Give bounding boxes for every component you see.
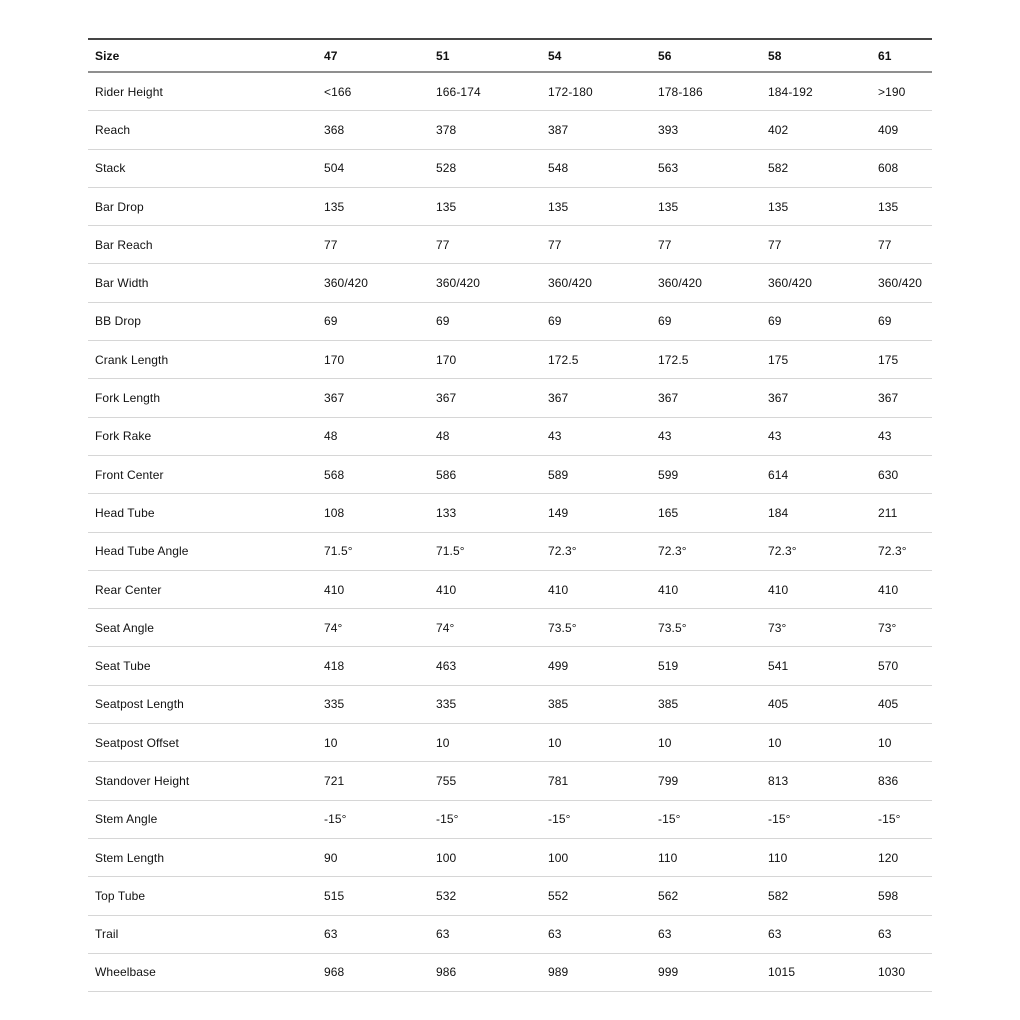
cell-value: 367 (436, 379, 548, 417)
cell-value: >190 (878, 72, 932, 111)
row-label: Fork Rake (88, 417, 324, 455)
table-row (88, 953, 932, 991)
cell-value: 10 (768, 724, 878, 762)
cell-value: 10 (548, 724, 658, 762)
cell-value: 69 (324, 302, 436, 340)
cell-value: 172.5 (658, 341, 768, 379)
header-cell-size-56: 56 (658, 39, 768, 72)
cell-value: 69 (658, 302, 768, 340)
cell-value: 608 (878, 149, 932, 187)
table-row (88, 379, 932, 417)
table-row (88, 877, 932, 915)
row-label: Seatpost Offset (88, 724, 324, 762)
row-label: Bar Drop (88, 187, 324, 225)
cell-value: 367 (548, 379, 658, 417)
cell-value: 418 (324, 647, 436, 685)
cell-value: 63 (324, 915, 436, 953)
cell-value: 172.5 (548, 341, 658, 379)
cell-value: 184 (768, 494, 878, 532)
cell-value: 548 (548, 149, 658, 187)
cell-value: 43 (658, 417, 768, 455)
cell-value: 178-186 (658, 72, 768, 111)
cell-value: 175 (878, 341, 932, 379)
cell-value: 393 (658, 111, 768, 149)
table-row (88, 111, 932, 149)
table-body (88, 72, 932, 992)
cell-value: 999 (658, 953, 768, 991)
cell-value: 72.3° (548, 532, 658, 570)
cell-value: 43 (878, 417, 932, 455)
cell-value: 172-180 (548, 72, 658, 111)
cell-value: 360/420 (548, 264, 658, 302)
cell-value: 562 (658, 877, 768, 915)
cell-value: 402 (768, 111, 878, 149)
cell-value: 335 (436, 685, 548, 723)
cell-value: 90 (324, 838, 436, 876)
cell-value: 71.5° (436, 532, 548, 570)
row-label: Trail (88, 915, 324, 953)
cell-value: 100 (548, 838, 658, 876)
cell-value: 360/420 (768, 264, 878, 302)
cell-value: 175 (768, 341, 878, 379)
cell-value: 63 (768, 915, 878, 953)
cell-value: 499 (548, 647, 658, 685)
cell-value: 63 (658, 915, 768, 953)
cell-value: 630 (878, 455, 932, 493)
table-row (88, 302, 932, 340)
row-label: Top Tube (88, 877, 324, 915)
cell-value: 10 (658, 724, 768, 762)
header-cell-size-54: 54 (548, 39, 658, 72)
table-row (88, 341, 932, 379)
cell-value: 77 (436, 226, 548, 264)
table-row (88, 455, 932, 493)
cell-value: 989 (548, 953, 658, 991)
cell-value: 135 (658, 187, 768, 225)
cell-value: 72.3° (768, 532, 878, 570)
cell-value: 582 (768, 149, 878, 187)
cell-value: 360/420 (658, 264, 768, 302)
header-cell-size-51: 51 (436, 39, 548, 72)
cell-value: 73.5° (548, 609, 658, 647)
table-row (88, 532, 932, 570)
cell-value: 463 (436, 647, 548, 685)
cell-value: 360/420 (878, 264, 932, 302)
cell-value: 563 (658, 149, 768, 187)
geometry-table (88, 38, 932, 992)
row-label: Rider Height (88, 72, 324, 111)
cell-value: 367 (878, 379, 932, 417)
cell-value: 335 (324, 685, 436, 723)
header-cell-size: Size (88, 39, 324, 72)
cell-value: 541 (768, 647, 878, 685)
cell-value: 170 (436, 341, 548, 379)
cell-value: -15° (658, 800, 768, 838)
table-row (88, 685, 932, 723)
cell-value: 781 (548, 762, 658, 800)
cell-value: 799 (658, 762, 768, 800)
cell-value: 568 (324, 455, 436, 493)
cell-value: 1015 (768, 953, 878, 991)
row-label: Seatpost Length (88, 685, 324, 723)
cell-value: 135 (436, 187, 548, 225)
cell-value: -15° (768, 800, 878, 838)
row-label: Seat Angle (88, 609, 324, 647)
row-label: Head Tube Angle (88, 532, 324, 570)
cell-value: 73° (768, 609, 878, 647)
cell-value: 385 (548, 685, 658, 723)
cell-value: 166-174 (436, 72, 548, 111)
cell-value: 73° (878, 609, 932, 647)
cell-value: 69 (436, 302, 548, 340)
cell-value: 410 (768, 570, 878, 608)
table-row (88, 838, 932, 876)
cell-value: 77 (658, 226, 768, 264)
cell-value: 69 (548, 302, 658, 340)
cell-value: 614 (768, 455, 878, 493)
table-row (88, 570, 932, 608)
table-row (88, 149, 932, 187)
cell-value: 74° (324, 609, 436, 647)
table-row (88, 609, 932, 647)
cell-value: 378 (436, 111, 548, 149)
cell-value: 367 (324, 379, 436, 417)
row-label: Wheelbase (88, 953, 324, 991)
cell-value: 504 (324, 149, 436, 187)
cell-value: 582 (768, 877, 878, 915)
row-label: Stem Length (88, 838, 324, 876)
cell-value: 135 (324, 187, 436, 225)
table-header (88, 39, 932, 72)
cell-value: 135 (768, 187, 878, 225)
cell-value: 211 (878, 494, 932, 532)
cell-value: 72.3° (658, 532, 768, 570)
cell-value: 10 (878, 724, 932, 762)
cell-value: 43 (548, 417, 658, 455)
cell-value: 1030 (878, 953, 932, 991)
cell-value: 570 (878, 647, 932, 685)
table-row (88, 647, 932, 685)
cell-value: 69 (768, 302, 878, 340)
header-cell-size-58: 58 (768, 39, 878, 72)
cell-value: 552 (548, 877, 658, 915)
cell-value: 367 (768, 379, 878, 417)
cell-value: 133 (436, 494, 548, 532)
cell-value: 599 (658, 455, 768, 493)
cell-value: 586 (436, 455, 548, 493)
cell-value: 48 (324, 417, 436, 455)
cell-value: 387 (548, 111, 658, 149)
row-label: Fork Length (88, 379, 324, 417)
cell-value: 405 (878, 685, 932, 723)
row-label: Reach (88, 111, 324, 149)
cell-value: 110 (658, 838, 768, 876)
cell-value: 170 (324, 341, 436, 379)
cell-value: -15° (324, 800, 436, 838)
table-row (88, 724, 932, 762)
cell-value: 110 (768, 838, 878, 876)
cell-value: 410 (436, 570, 548, 608)
row-label: Bar Width (88, 264, 324, 302)
cell-value: 360/420 (436, 264, 548, 302)
cell-value: 755 (436, 762, 548, 800)
cell-value: 43 (768, 417, 878, 455)
table-row (88, 72, 932, 111)
cell-value: 385 (658, 685, 768, 723)
row-label: Stack (88, 149, 324, 187)
cell-value: 10 (436, 724, 548, 762)
cell-value: 63 (878, 915, 932, 953)
cell-value: 72.3° (878, 532, 932, 570)
cell-value: -15° (878, 800, 932, 838)
row-label: Head Tube (88, 494, 324, 532)
row-label: Bar Reach (88, 226, 324, 264)
cell-value: 48 (436, 417, 548, 455)
cell-value: 108 (324, 494, 436, 532)
cell-value: 836 (878, 762, 932, 800)
table-row (88, 762, 932, 800)
cell-value: 968 (324, 953, 436, 991)
cell-value: 77 (548, 226, 658, 264)
cell-value: 63 (436, 915, 548, 953)
cell-value: 10 (324, 724, 436, 762)
table-row (88, 264, 932, 302)
cell-value: 100 (436, 838, 548, 876)
cell-value: 410 (324, 570, 436, 608)
cell-value: 77 (768, 226, 878, 264)
cell-value: 986 (436, 953, 548, 991)
cell-value: 589 (548, 455, 658, 493)
cell-value: 71.5° (324, 532, 436, 570)
header-cell-size-47: 47 (324, 39, 436, 72)
cell-value: 73.5° (658, 609, 768, 647)
table-row (88, 800, 932, 838)
table-row (88, 187, 932, 225)
cell-value: 410 (658, 570, 768, 608)
cell-value: -15° (548, 800, 658, 838)
cell-value: 721 (324, 762, 436, 800)
cell-value: 367 (658, 379, 768, 417)
cell-value: 77 (878, 226, 932, 264)
cell-value: 135 (548, 187, 658, 225)
cell-value: 532 (436, 877, 548, 915)
cell-value: 813 (768, 762, 878, 800)
cell-value: 515 (324, 877, 436, 915)
row-label: Standover Height (88, 762, 324, 800)
cell-value: 410 (548, 570, 658, 608)
cell-value: 120 (878, 838, 932, 876)
row-label: Front Center (88, 455, 324, 493)
row-label: Crank Length (88, 341, 324, 379)
cell-value: 184-192 (768, 72, 878, 111)
cell-value: 69 (878, 302, 932, 340)
cell-value: -15° (436, 800, 548, 838)
cell-value: 405 (768, 685, 878, 723)
cell-value: 165 (658, 494, 768, 532)
row-label: Rear Center (88, 570, 324, 608)
cell-value: 598 (878, 877, 932, 915)
table-row (88, 226, 932, 264)
cell-value: <166 (324, 72, 436, 111)
table-row (88, 915, 932, 953)
cell-value: 368 (324, 111, 436, 149)
cell-value: 409 (878, 111, 932, 149)
cell-value: 135 (878, 187, 932, 225)
cell-value: 360/420 (324, 264, 436, 302)
row-label: Seat Tube (88, 647, 324, 685)
cell-value: 63 (548, 915, 658, 953)
table-row (88, 417, 932, 455)
header-cell-size-61: 61 (878, 39, 932, 72)
header-row (88, 39, 932, 72)
cell-value: 77 (324, 226, 436, 264)
cell-value: 519 (658, 647, 768, 685)
row-label: Stem Angle (88, 800, 324, 838)
cell-value: 410 (878, 570, 932, 608)
cell-value: 528 (436, 149, 548, 187)
cell-value: 74° (436, 609, 548, 647)
table-row (88, 494, 932, 532)
cell-value: 149 (548, 494, 658, 532)
row-label: BB Drop (88, 302, 324, 340)
